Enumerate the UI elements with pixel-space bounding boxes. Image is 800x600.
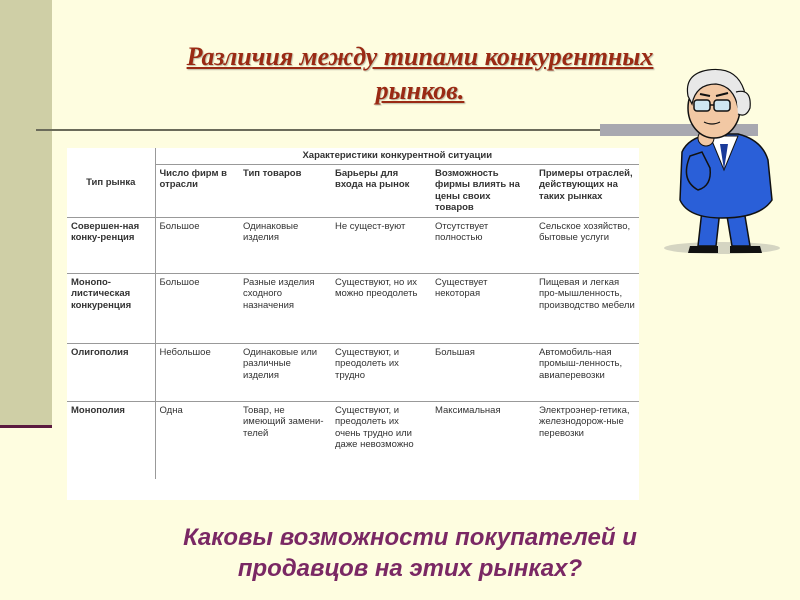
table-cell: Одинаковые изделия	[239, 217, 331, 273]
slide-title	[120, 40, 720, 108]
table-cell: Не сущест-вуют	[331, 217, 431, 273]
discussion-question	[60, 522, 760, 584]
thinking-professor-illustration	[640, 60, 800, 260]
market-type-cell: Олигополия	[67, 343, 155, 401]
table-cell: Пищевая и легкая про-мышленность, производство мебели	[535, 273, 639, 343]
column-header: Барьеры для входа на рынок	[335, 167, 410, 190]
table-row	[67, 343, 639, 401]
table-cell: Электроэнер-гетика, железнодорож-ные перевозки	[535, 401, 639, 479]
table-cell: Автомобиль-ная промыш-ленность, авиаперевозки	[535, 343, 639, 401]
table-row	[67, 217, 639, 273]
title-divider	[36, 129, 600, 131]
table-cell: Разные изделия сходного назначения	[239, 273, 331, 343]
title-line-2: рынков.	[375, 76, 465, 105]
table-cell: Товар, не имеющий замени-телей	[239, 401, 331, 479]
market-type-cell: Совершен-ная конку-ренция	[67, 217, 155, 273]
table-row	[67, 273, 639, 343]
market-type-cell: Монополия	[67, 401, 155, 479]
table-cell: Небольшое	[155, 343, 239, 401]
table-cell: Большая	[431, 343, 535, 401]
table-row	[67, 401, 639, 479]
question-line-1: Каковы возможности покупателей и	[183, 524, 637, 551]
group-header: Характеристики конкурентной ситуации	[155, 148, 639, 164]
table-cell: Существуют, и преодолеть их трудно	[331, 343, 431, 401]
left-accent-band	[0, 0, 52, 427]
column-header: Возможность фирмы влиять на цены своих товаров	[435, 167, 520, 213]
table-cell: Одна	[155, 401, 239, 479]
type-column-header: Тип рынка	[67, 148, 155, 217]
market-types-table	[67, 148, 639, 479]
column-header: Тип товаров	[243, 167, 302, 179]
table-cell: Существуют, и преодолеть их очень трудно или даже невозможно	[331, 401, 431, 479]
column-header: Число фирм в отрасли	[159, 167, 227, 190]
column-header: Примеры отраслей, действующих на таких рынках	[539, 167, 633, 202]
table-cell: Сельское хозяйство, бытовые услуги	[535, 217, 639, 273]
table-cell: Большое	[155, 273, 239, 343]
market-types-table-panel	[67, 148, 639, 500]
table-cell: Максимальная	[431, 401, 535, 479]
title-line-1: Различия между типами конкурентных	[186, 42, 654, 71]
question-line-2: продавцов на этих рынках?	[237, 555, 583, 582]
table-cell: Одинаковые или различные изделия	[239, 343, 331, 401]
table-cell: Большое	[155, 217, 239, 273]
table-cell: Существуют, но их можно преодолеть	[331, 273, 431, 343]
table-cell: Отсутствует полностью	[431, 217, 535, 273]
table-cell: Существует некоторая	[431, 273, 535, 343]
left-accent-line	[0, 425, 52, 428]
market-type-cell: Монопо-листическая конкуренция	[67, 273, 155, 343]
